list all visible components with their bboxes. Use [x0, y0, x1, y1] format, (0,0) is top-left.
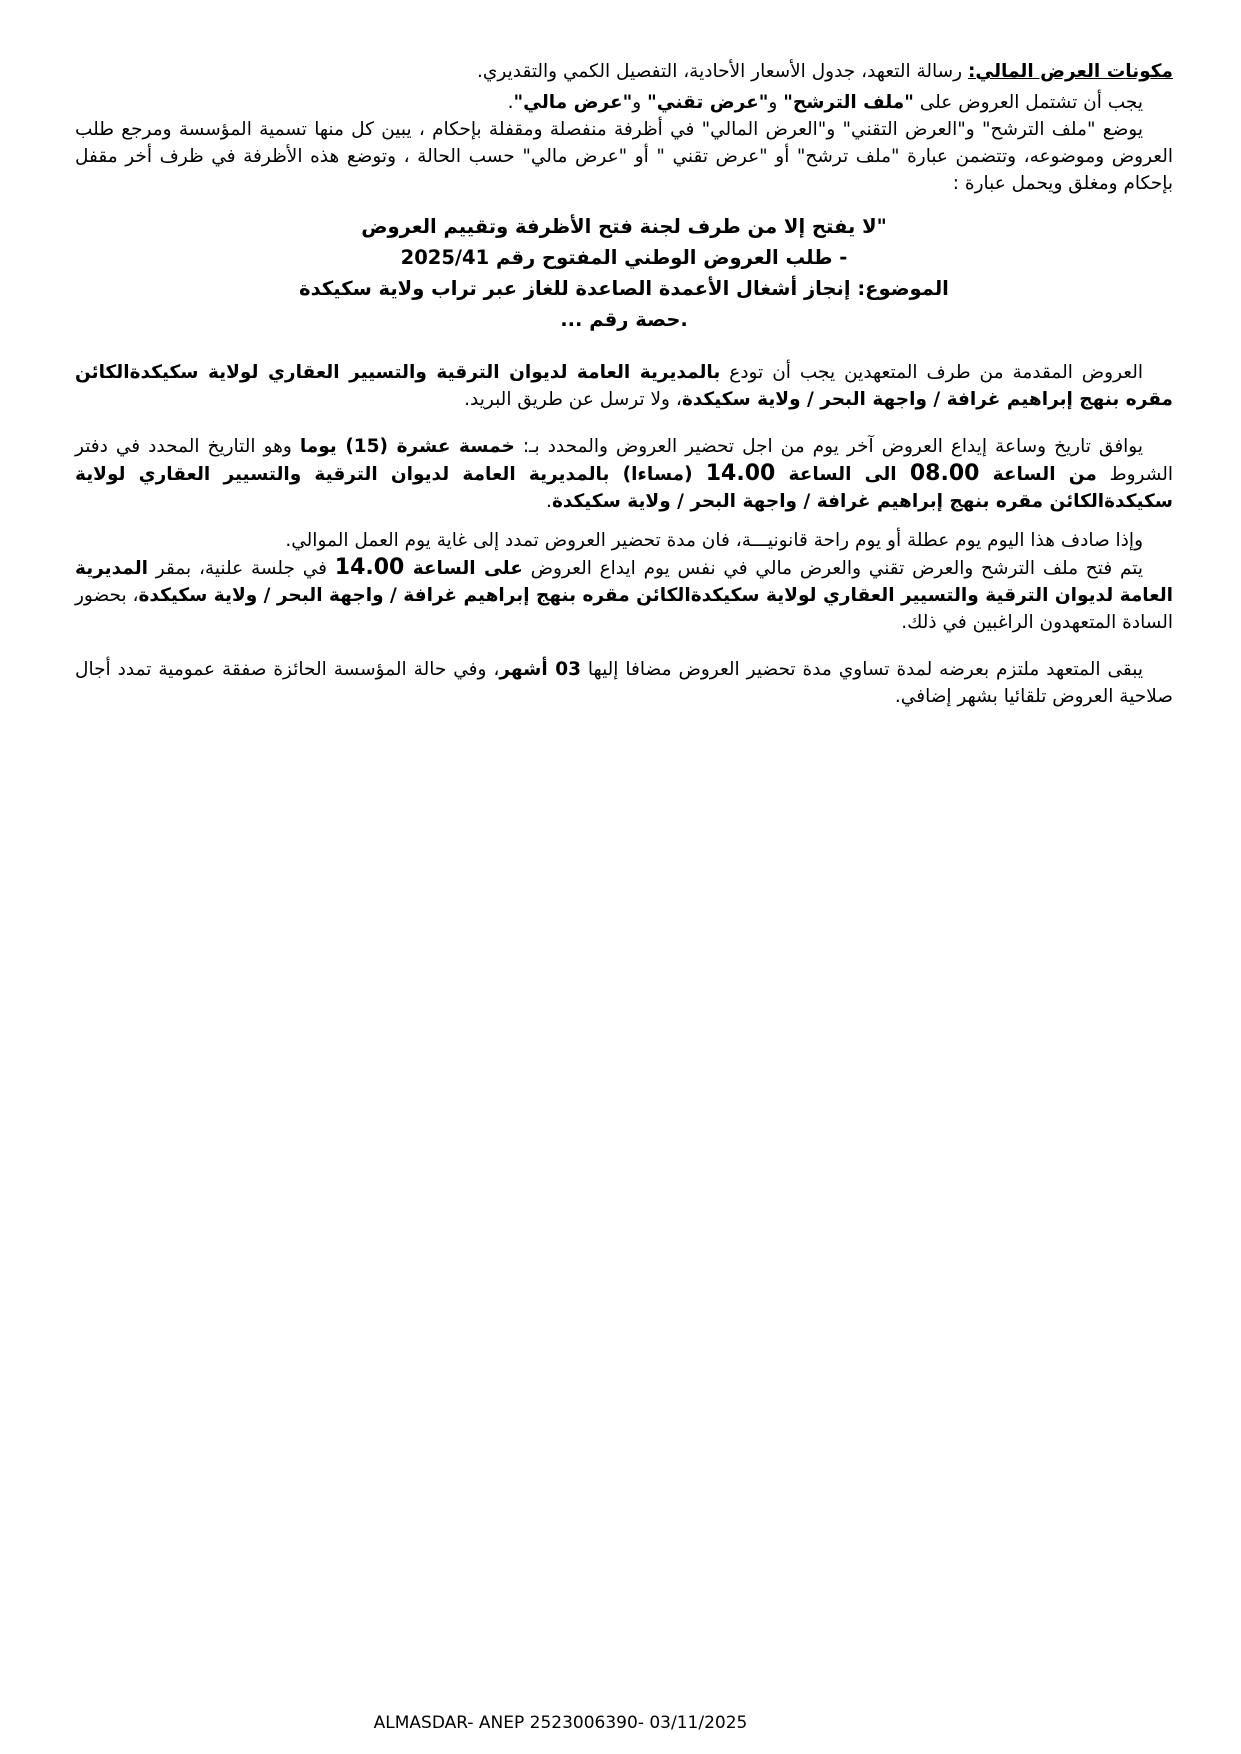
deadline-text-bold: من الساعة — [979, 464, 1097, 485]
conjunction: و — [768, 92, 784, 113]
validity-duration: 03 أشهر — [499, 659, 581, 680]
opening-paragraph — [75, 554, 1173, 636]
opening-text: يتم فتح ملف الترشح والعرض تقني والعرض مالي في نفس يوم ايداع العروض — [522, 558, 1143, 579]
deadline-paragraph — [75, 433, 1173, 515]
conjunction: و — [632, 92, 648, 113]
offer-item-technical: "عرض تقني" — [647, 92, 769, 113]
financial-offer-paragraph — [75, 58, 1173, 85]
financial-offer-text: رسالة التعهد، جدول الأسعار الأحادية، التفصيل الكمي والتقديري. — [477, 61, 968, 82]
footer-reference: ALMASDAR- ANEP 2523006390- 03/11/2025 — [373, 1713, 748, 1733]
deadline-end-time: 14.00 — [705, 461, 776, 486]
envelopes-paragraph: يوضع "ملف الترشح" و"العرض التقني" و"العرض المالي" في أظرفة منفصلة ومقفلة بإحكام ، يبين كل منها تسمية المؤسسة ومرجع طلب العروض وموضوعه، وتتضمن عبارة "ملف ترشح" أو "عرض تقني " أو "عرض مالي" حسب الحالة ، وتوضع هذه الأظرفة في ظرف أخر مقفل بإحكام ومغلق ويحمل عبارة : — [75, 119, 1173, 194]
deposit-prefix: العروض المقدمة من طرف المتعهدين يجب أن تودع — [720, 362, 1144, 383]
envelope-label-line-2: - طلب العروض الوطني المفتوح رقم 2025/41 — [400, 246, 848, 269]
punctuation: . — [546, 491, 552, 512]
deadline-text: يوافق تاريخ وساعة إيداع العروض آخر يوم من اجل تحضير العروض والمحدد بـ: — [514, 436, 1144, 457]
envelope-label-line-4: .حصة رقم ... — [560, 308, 688, 331]
envelope-label-line-1: "لا يفتح إلا من طرف لجنة فتح الأظرفة وتقييم العروض — [361, 215, 887, 238]
deposit-address: بالمديرية العامة لديوان الترقية والتسيير العقاري لولاية سكيكدةالكائن مقره بنهج إبراهيم غرافة / واجهة البحر / ولاية سكيكدة — [75, 362, 1173, 410]
deadline-text-bold: الى الساعة — [775, 464, 910, 485]
opening-suffix: ، بحضور السادة المتعهدون الراغبين في ذلك. — [75, 585, 1173, 633]
validity-text: يبقى المتعهد ملتزم بعرضه لمدة تساوي مدة تحضير العروض مضافا إليها — [580, 659, 1144, 680]
offer-item-financial: "عرض مالي" — [513, 92, 633, 113]
validity-text: ، وفي حالة المؤسسة الحائزة صفقة عمومية تمدد أجال صلاحية العروض تلقائيا بشهر إضافي. — [75, 659, 1173, 707]
footer — [0, 1713, 1241, 1733]
opening-address: المديرية العامة لديوان الترقية والتسيير العقاري لولاية سكيكدةالكائن مقره بنهج إبراهيم غرافة / واجهة البحر / ولاية سكيكدة — [75, 558, 1173, 606]
deposit-suffix: ، ولا ترسل عن طريق البريد. — [464, 389, 682, 410]
punctuation: . — [507, 92, 514, 113]
deposit-paragraph — [75, 359, 1173, 413]
opening-text-bold: على الساعة — [404, 558, 523, 579]
offers-contain-prefix: يجب أن تشتمل العروض على — [913, 92, 1143, 113]
opening-text: في جلسة علنية، بمقر — [148, 558, 335, 579]
validity-paragraph — [75, 656, 1173, 710]
offer-item-candidacy-file: "ملف الترشح" — [783, 92, 914, 113]
financial-offer-heading: مكونات العرض المالي: — [968, 61, 1173, 82]
deadline-start-time: 08.00 — [909, 461, 980, 486]
deadline-duration: خمسة عشرة (15) يوما — [299, 436, 515, 457]
deadline-text: وهو التاريخ المحدد في دفتر الشروط — [75, 436, 1174, 485]
opening-time: 14.00 — [334, 555, 405, 580]
document-page — [75, 58, 1173, 710]
offers-contain-paragraph — [75, 89, 1173, 116]
holiday-line: وإذا صادف هذا اليوم يوم عطلة أو يوم راحة قانونيـــة، فان مدة تحضير العروض تمدد إلى غاية يوم العمل الموالي. — [285, 530, 1143, 551]
deadline-address: (مساءا) بالمديرية العامة لديوان الترقية والتسيير العقاري لولاية سكيكدةالكائن مقره بنهج إبراهيم غرافة / واجهة البحر / ولاية سكيكدة — [75, 464, 1173, 512]
envelope-label-line-3: الموضوع: إنجاز أشغال الأعمدة الصاعدة للغاز عبر تراب ولاية سكيكدة — [299, 277, 949, 300]
